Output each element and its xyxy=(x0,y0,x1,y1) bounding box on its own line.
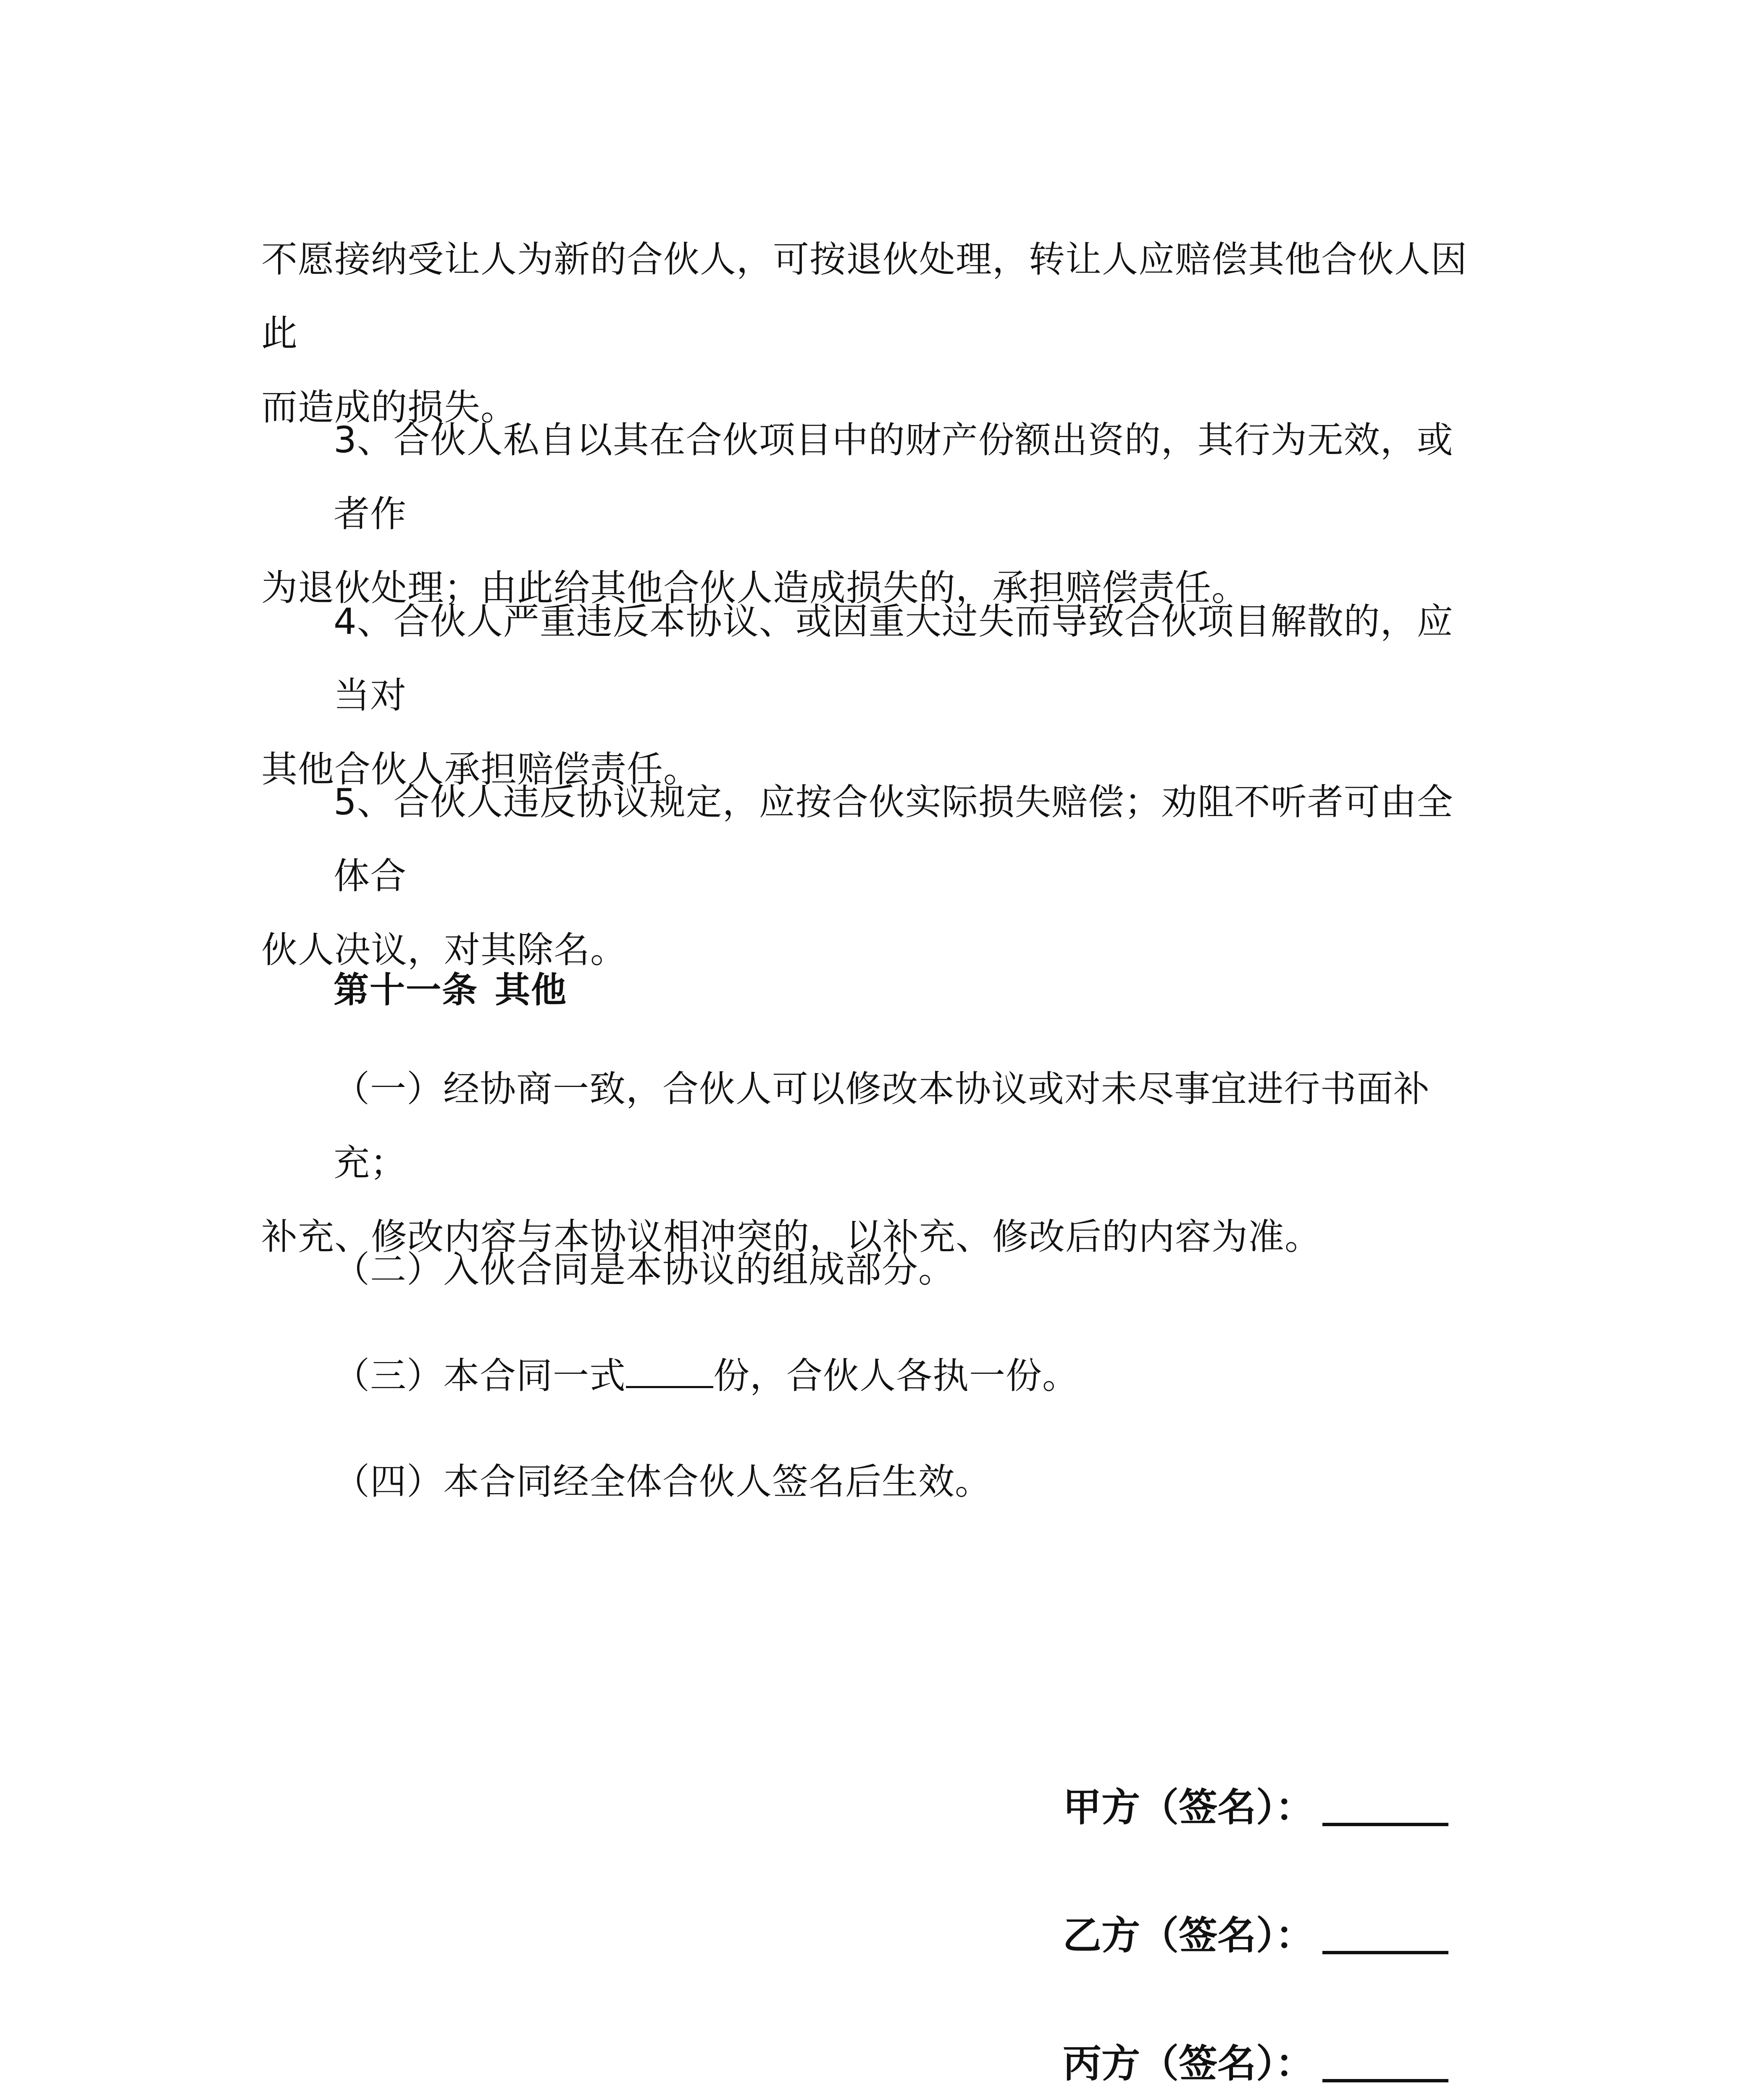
clause-3-text-after: 份，合伙人各执一份。 xyxy=(713,1355,1079,1397)
text-line: 其他合伙人承担赔偿责任。 xyxy=(261,748,700,790)
text-line: （四）本合同经全体合伙人签名后生效。 xyxy=(334,1461,991,1503)
paragraph-item-5 xyxy=(261,765,1479,987)
clause-2 xyxy=(261,1233,1479,1307)
text-line: 5、合伙人违反协议规定，应按合伙实际损失赔偿；劝阻不听者可由全体合 xyxy=(334,781,1453,897)
signature-label: 乙方（签名）： xyxy=(1063,1913,1314,1958)
text-line: （一）经协商一致，合伙人可以修改本协议或对未尽事宜进行书面补充； xyxy=(334,1068,1430,1184)
text-line: 伙人决议，对其除名。 xyxy=(261,929,627,971)
clause-3 xyxy=(261,1339,1479,1413)
copies-blank[interactable] xyxy=(626,1357,713,1388)
article-heading xyxy=(334,962,567,1013)
text-line: 而造成的损失。 xyxy=(261,386,517,428)
signature-line[interactable] xyxy=(1322,1823,1448,1826)
text-line: 4、合伙人严重违反本协议、或因重大过失而导致合伙项目解散的，应当对 xyxy=(334,601,1453,717)
signature-line[interactable] xyxy=(1322,1951,1448,1954)
text-line: 为退伙处理；由此给其他合伙人造成损失的，承担赔偿责任。 xyxy=(261,567,1248,609)
signature-line[interactable] xyxy=(1322,2079,1448,2082)
text-line xyxy=(261,1339,1479,1413)
signature-label: 甲方（签名）： xyxy=(1063,1785,1314,1830)
signature-party-b xyxy=(1063,1905,1448,1960)
signature-party-a xyxy=(1063,1777,1448,1832)
text-line: （二）入伙合同是本协议的组成部分。 xyxy=(334,1249,955,1291)
text-line: 补充、修改内容与本协议相冲突的，以补充、修改后的内容为准。 xyxy=(261,1216,1321,1258)
clause-4 xyxy=(261,1445,1479,1519)
article-title: 其他 xyxy=(495,969,568,1011)
text-line: 3、合伙人私自以其在合伙项目中的财产份额出资的，其行为无效，或者作 xyxy=(334,419,1453,535)
text-line: 不愿接纳受让人为新的合伙人，可按退伙处理，转让人应赔偿其他合伙人因此 xyxy=(261,239,1467,354)
signature-party-c xyxy=(1063,2033,1448,2088)
article-number: 第十一条 xyxy=(334,969,478,1011)
signature-label: 丙方（签名）： xyxy=(1063,2041,1314,2086)
clause-3-text-before: （三）本合同一式 xyxy=(334,1355,626,1397)
